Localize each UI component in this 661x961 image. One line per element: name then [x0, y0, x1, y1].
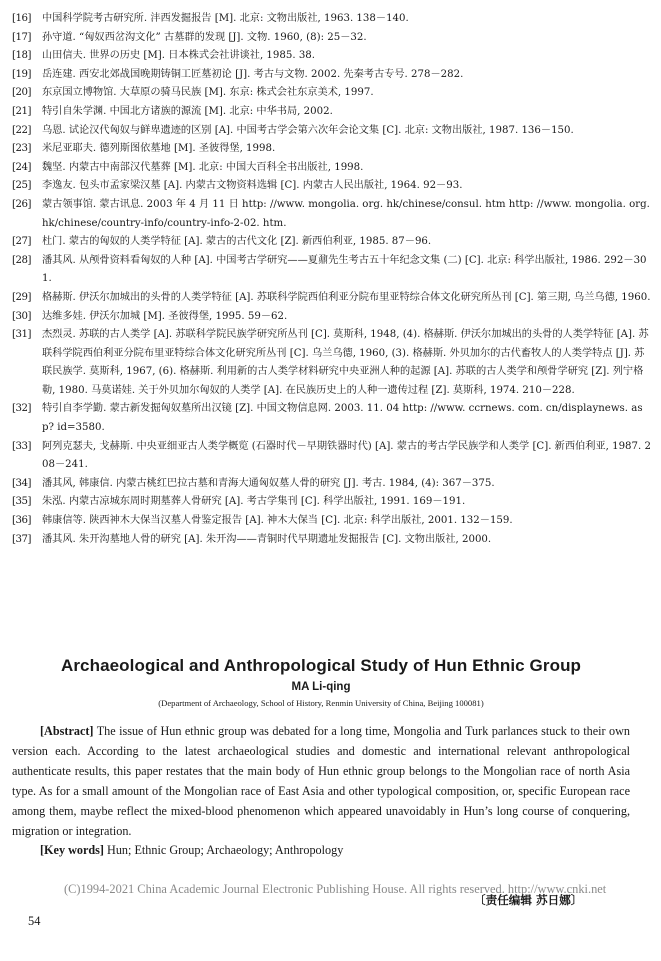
reference-text: 岳连建. 西安北郊战国晚期铸铜工匠墓初论 [J]. 考古与文物. 2002. 先秦考古专号. 278－282. [42, 68, 464, 80]
reference-item [12, 512, 652, 531]
reference-text: 中国科学院考古研究所. 沣西发掘报告 [M]. 北京: 文物出版社, 1963. 138－140. [42, 13, 409, 24]
reference-text: 乌恩. 试论汉代匈奴与鲜卑遗迹的区别 [A]. 中国考古学会第六次年会论文集 [C]. 北京: 文物出版社, 1987. 136－150. [42, 124, 574, 136]
english-abstract-section [12, 656, 630, 859]
reference-number: [23] [12, 143, 31, 155]
reference-number: [32] [12, 403, 31, 415]
reference-number: [31] [12, 329, 31, 341]
keywords-line [40, 841, 630, 859]
reference-item [12, 475, 652, 494]
reference-item [12, 29, 652, 48]
reference-number: [26] [12, 198, 31, 210]
reference-item [12, 531, 652, 550]
reference-item [12, 103, 652, 122]
keywords-label: [Key words] [40, 843, 104, 857]
reference-number: [16] [12, 13, 31, 24]
reference-text: 韩康信等. 陕西神木大保当汉墓人骨鉴定报告 [A]. 神木大保当 [C]. 北京: 科学出版社, 2001. 132－159. [42, 515, 513, 527]
reference-item [12, 308, 652, 327]
reference-text: 李逸友. 包头市孟家梁汉墓 [A]. 内蒙古文物资料选辑 [C]. 内蒙古人民出版社, 1964. 92－93. [42, 180, 463, 192]
reference-text: 格赫斯. 伊沃尔加城出的头骨的人类学特征 [A]. 苏联科学院西伯利亚分院布里亚特综合体文化研究所丛刊 [C]. 第三期, 乌兰乌德, 1960. [42, 291, 651, 303]
reference-item [12, 400, 652, 437]
reference-item [12, 252, 652, 289]
reference-item [12, 140, 652, 159]
reference-list [12, 10, 652, 549]
reference-text: 阿列克瑟夫, 戈赫斯. 中央亚细亚古人类学概览 (石器时代－早期铁器时代) [A]. 蒙古的考古学民族学和人类学 [C]. 新西伯利亚, 1987. 208－241. [42, 440, 651, 471]
reference-number: [37] [12, 533, 31, 545]
reference-text: 达维多娃. 伊沃尔加城 [M]. 圣彼得堡, 1995. 59－62. [42, 310, 288, 322]
reference-number: [22] [12, 124, 31, 136]
reference-number: [19] [12, 68, 31, 80]
reference-item [12, 326, 652, 400]
reference-number: [34] [12, 477, 31, 489]
reference-number: [27] [12, 236, 31, 248]
reference-item [12, 196, 652, 233]
copyright-watermark: (C)1994-2021 China Academic Journal Electronic Publishing House. All rights reserved. http://www.cnki.net [64, 882, 607, 896]
reference-number: [35] [12, 496, 31, 508]
reference-item [12, 233, 652, 252]
reference-item [12, 66, 652, 85]
reference-item [12, 47, 652, 66]
reference-text: 朱泓. 内蒙古凉城东周时期墓葬人骨研究 [A]. 考古学集刊 [C]. 科学出版社, 1991. 169－191. [42, 496, 466, 508]
reference-number: [30] [12, 310, 31, 322]
reference-number: [25] [12, 180, 31, 192]
reference-item [12, 10, 652, 29]
reference-text: 潘其风, 韩康信. 内蒙古桃红巴拉古墓和青海大通匈奴墓人骨的研究 [J]. 考古. 1984, (4): 367－375. [42, 477, 495, 489]
author-affiliation: (Department of Archaeology, School of History, Renmin University of China, Beijing 100081) [158, 698, 484, 708]
reference-item [12, 84, 652, 103]
reference-text: 东京国立博物馆. 大草原の骑马民族 [M]. 东京: 株式会社东京美术, 1997. [42, 87, 374, 99]
reference-text: 魏坚. 内蒙古中南部汉代墓葬 [M]. 北京: 中国大百科全书出版社, 1998. [42, 161, 364, 173]
reference-text: 山田信夫. 世界の历史 [M]. 日本株式会社讲谈社, 1985. 38. [42, 50, 316, 62]
reference-text: 特引自朱学渊. 中国北方诸族的源流 [M]. 北京: 中华书局, 2002. [42, 105, 333, 117]
reference-number: [36] [12, 515, 31, 527]
reference-number: [33] [12, 440, 31, 452]
reference-text: 杜门. 蒙古的匈奴的人类学特征 [A]. 蒙古的古代文化 [Z]. 新西伯利亚, 1985. 87－96. [42, 236, 432, 248]
reference-text: 潘其风. 从颅骨资料看匈奴的人种 [A]. 中国考古学研究——夏鼐先生考古五十年纪念文集 (二) [C]. 北京: 科学出版社, 1986. 292－301. [42, 254, 647, 285]
abstract-text: The issue of Hun ethnic group was debated for a long time, Mongolia and Turk parlances stuck to their own version each. According to the latest archaeological studies and domestic and international relevant anthropological authenticate results, this paper restates that the main body of Hun ethnic group belongs to the Mongolian race of north Asia type. As for a small amount of the Mongolian race of East Asia and other typological composition, or, specific European race among them, maybe reflect the mixed-blood phenomenon which appeared unavoidably in Hun’s long course of conquering, migration or integration. [12, 724, 630, 838]
reference-item [12, 122, 652, 141]
reference-item [12, 177, 652, 196]
reference-item [12, 289, 652, 308]
reference-text: 蒙古领事馆. 蒙古讯息. 2003 年 4 月 11 日 http: //www. mongolia. org. hk/chinese/consul. htm http: //www. mongolia. org. hk/chinese/country-info/country-info-2-02. htm. [42, 198, 650, 229]
english-title: Archaeological and Anthropological Study of Hun Ethnic Group [60, 656, 582, 675]
abstract-label: [Abstract] [40, 724, 94, 738]
reference-number: [20] [12, 87, 31, 99]
reference-text: 杰烈灵. 苏联的古人类学 [A]. 苏联科学院民族学研究所丛刊 [C]. 莫斯科, 1948, (4). 格赫斯. 伊沃尔加城出的头骨的人类学特征 [A]. 苏联科学院西伯利亚分院布里亚特综合体文化研究所丛刊 [C]. 乌兰乌德, 1960, (3). 格赫斯. 外贝加尔的古代畜牧人的人类学特点 [J]. 苏联民族学. 莫斯科, 1967, (6). 格赫斯. 利用新的古人类学材料研究中央亚洲人种的起源 [A]. 苏联的古人类学和颅骨学研究 [Z]. 列宁格勒, 1980. 马莫诺娃. 关于外贝加尔匈奴的人类学 [A]. 在民族历史上的人种一遗传过程 [Z]. 莫斯科, 1974. 210－228. [42, 329, 649, 396]
author-name: MA Li-qing [291, 681, 351, 693]
reference-text: 孙守道. “匈奴西岔沟文化” 古墓群的发现 [J]. 文物. 1960, (8): 25－32. [42, 31, 367, 43]
reference-text: 潘其风. 朱开沟墓地人骨的研究 [A]. 朱开沟——青铜时代早期遗址发掘报告 [C]. 文物出版社, 2000. [42, 533, 492, 545]
reference-item [12, 493, 652, 512]
reference-number: [28] [12, 254, 31, 266]
abstract-paragraph [12, 721, 630, 841]
reference-number: [21] [12, 105, 31, 117]
reference-number: [17] [12, 31, 31, 43]
reference-number: [29] [12, 291, 31, 303]
reference-item [12, 438, 652, 475]
reference-number: [18] [12, 50, 31, 62]
reference-text: 米尼亚耶夫. 德列斯图依墓地 [M]. 圣彼得堡, 1998. [42, 143, 276, 155]
responsible-editor: 〔责任编辑 苏日娜〕 [474, 893, 583, 907]
reference-number: [24] [12, 161, 31, 173]
reference-text: 特引自李学勤. 蒙古新发掘匈奴墓所出汉镜 [Z]. 中国文物信息网. 2003. 11. 04 http: //www. ccrnews. com. cn/displaynews. asp? id=3580. [42, 403, 643, 434]
keywords-text: Hun; Ethnic Group; Archaeology; Anthropology [103, 843, 344, 857]
reference-item [12, 159, 652, 178]
page-number: 54 [28, 914, 41, 928]
